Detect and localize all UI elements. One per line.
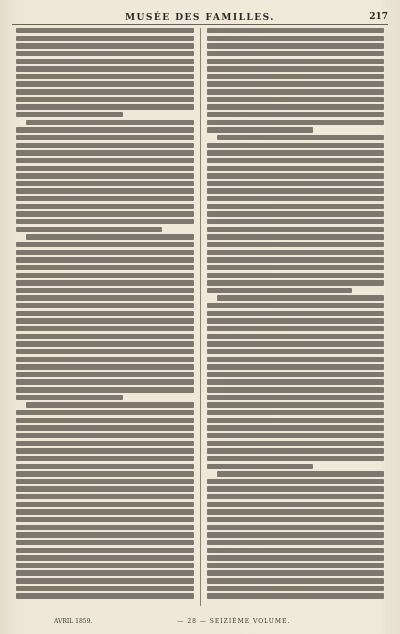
text-line [16,471,194,476]
text-line [207,303,385,308]
text-line [16,433,194,438]
text-line [16,486,194,491]
text-line [16,150,194,155]
text-line [207,433,385,438]
text-line [207,280,385,285]
page-header [12,6,388,25]
text-line [16,36,194,41]
text-line [16,250,194,255]
text-line [207,425,385,430]
text-line [207,532,385,537]
text-line [207,234,385,239]
text-line [26,234,194,239]
text-line [207,479,385,484]
text-line [207,387,385,392]
text-line [207,211,385,216]
text-line [207,379,385,384]
text-line [207,464,314,469]
text-line [16,143,194,148]
text-line [16,517,194,522]
text-line [207,525,385,530]
text-line [207,502,385,507]
text-columns [12,28,388,606]
text-line [217,295,385,300]
text-line [16,379,194,384]
text-line [16,158,194,163]
text-line [207,112,385,117]
text-line [16,135,194,140]
text-line [16,127,194,132]
text-line [207,227,385,232]
text-line [16,273,194,278]
text-line [207,166,385,171]
text-line [26,120,194,125]
text-line [16,288,194,293]
page-number: 217 [369,12,388,22]
text-line [207,51,385,56]
text-line [16,318,194,323]
text-line [16,502,194,507]
text-line [207,540,385,545]
text-line [16,349,194,354]
text-line [207,441,385,446]
text-line [207,410,385,415]
text-line [16,586,194,591]
text-line [16,166,194,171]
text-line [207,196,385,201]
text-line [207,43,385,48]
text-line [207,66,385,71]
text-line [16,372,194,377]
text-line [16,188,194,193]
text-line [217,471,385,476]
text-line [16,112,123,117]
text-line [16,43,194,48]
text-line [207,341,385,346]
text-line [16,456,194,461]
text-line [207,318,385,323]
text-line [16,334,194,339]
text-line [16,593,194,598]
text-line [16,97,194,102]
text-line [207,265,385,270]
text-line [16,74,194,79]
text-line [16,204,194,209]
text-line [207,357,385,362]
text-line [16,227,162,232]
text-line [207,219,385,224]
text-line [207,372,385,377]
text-line [16,532,194,537]
text-line [207,448,385,453]
text-line [207,81,385,86]
text-line [207,326,385,331]
text-line [16,196,194,201]
text-line [16,66,194,71]
text-line [207,395,385,400]
text-line [207,158,385,163]
text-line [207,563,385,568]
text-line [207,36,385,41]
text-line [207,273,385,278]
text-line [207,204,385,209]
issue-date: AVRIL 1859. [54,618,93,625]
text-line [16,548,194,553]
text-line [207,593,385,598]
text-line [217,135,385,140]
text-line [16,357,194,362]
text-line [16,51,194,56]
text-line [16,410,194,415]
text-line [16,242,194,247]
text-line [207,402,385,407]
text-line [16,555,194,560]
text-line [207,548,385,553]
text-line [16,387,194,392]
printer-signature: — 28 — SEIZIÈME VOLUME. [177,618,291,625]
text-line [207,242,385,247]
text-line [16,303,194,308]
text-line [16,173,194,178]
text-line [207,97,385,102]
text-line [16,211,194,216]
text-line [207,456,385,461]
text-line [207,555,385,560]
text-line [207,288,353,293]
text-line [16,311,194,316]
text-line [16,104,194,109]
running-title: MUSÉE DES FAMILLES. [125,13,275,23]
text-line [207,311,385,316]
text-line [16,395,123,400]
text-line [16,441,194,446]
text-line [16,448,194,453]
page-footer [12,616,388,628]
text-line [207,143,385,148]
text-line [207,586,385,591]
text-line [16,540,194,545]
text-line [16,181,194,186]
text-line [207,517,385,522]
text-line [16,570,194,575]
text-line [16,341,194,346]
text-line [207,173,385,178]
text-line [207,59,385,64]
text-line [207,334,385,339]
text-line [16,525,194,530]
text-line [16,494,194,499]
text-line [207,257,385,262]
text-line [26,402,194,407]
text-line [207,578,385,583]
text-line [16,364,194,369]
right-column [201,28,389,606]
text-line [16,28,194,33]
text-line [207,570,385,575]
text-line [16,326,194,331]
text-line [207,364,385,369]
text-line [207,509,385,514]
text-line [16,464,194,469]
text-line [207,181,385,186]
text-line [207,104,385,109]
text-line [16,479,194,484]
text-line [207,486,385,491]
text-line [16,425,194,430]
left-column [12,28,201,606]
text-line [207,89,385,94]
text-line [16,509,194,514]
text-line [207,28,385,33]
text-line [16,265,194,270]
text-line [207,127,314,132]
text-line [207,150,385,155]
text-line [16,295,194,300]
text-line [207,349,385,354]
text-line [16,563,194,568]
text-line [16,81,194,86]
text-line [16,89,194,94]
text-line [16,59,194,64]
text-line [16,257,194,262]
text-line [207,120,385,125]
text-line [207,74,385,79]
text-line [16,418,194,423]
text-line [207,188,385,193]
text-line [16,219,194,224]
text-line [207,418,385,423]
text-line [207,494,385,499]
text-line [16,280,194,285]
text-line [207,250,385,255]
text-line [16,578,194,583]
